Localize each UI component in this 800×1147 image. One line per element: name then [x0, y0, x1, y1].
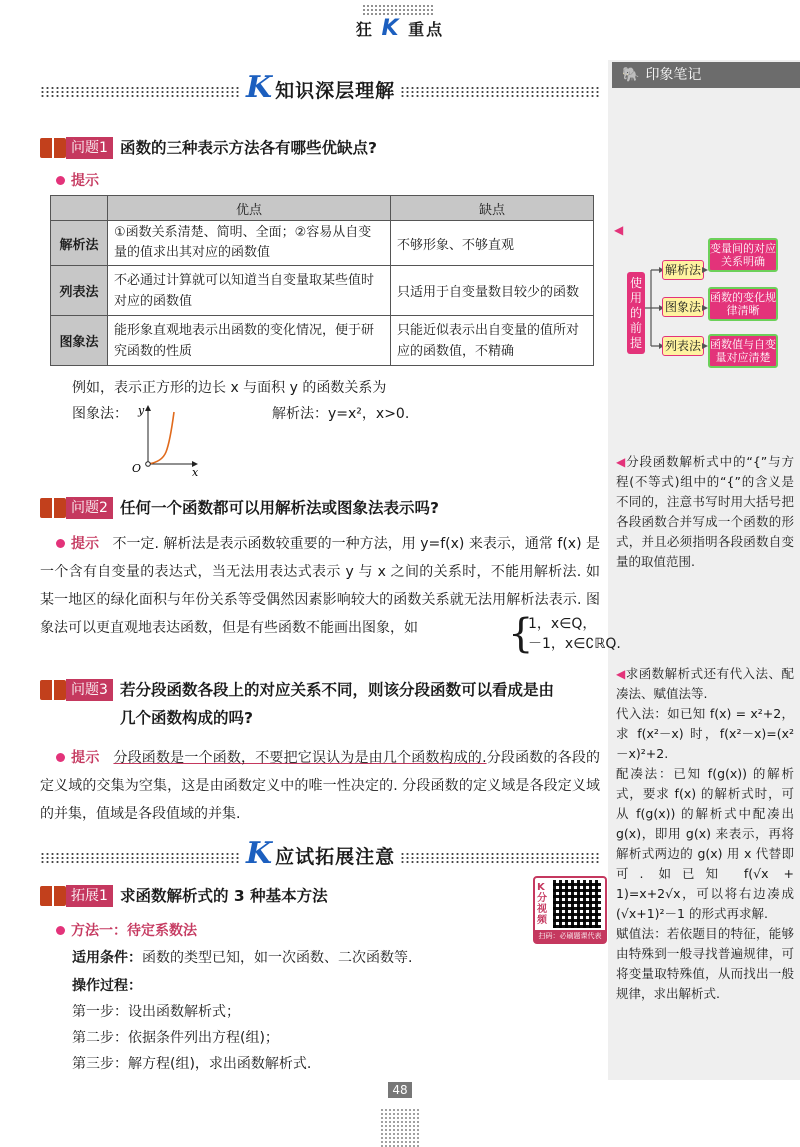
process-label: 操作过程： [72, 978, 142, 994]
hint-label: 提示 [56, 750, 100, 766]
extension-label: 拓展1 [66, 885, 113, 907]
mindmap-note: 函数值与自变量对应清楚 [708, 334, 778, 368]
step-1: 第一步：设出函数解析式； [72, 1004, 240, 1020]
pointer-triangle-icon: ◀ [616, 667, 626, 681]
example-text: 例如，表示正方形的边长 x 与面积 y 的函数关系为 [72, 380, 387, 396]
book-icon [40, 498, 66, 518]
analytic-method-label: 解析法：y=x²，x>0. [272, 406, 410, 422]
section-title: K知识深层理解 [246, 70, 396, 105]
graph-method-label: 图象法： [72, 406, 128, 422]
y-axis-arrow [145, 405, 151, 411]
sidebar-header: 🐘 印象笔记 [612, 62, 800, 88]
parabola-graph [128, 402, 200, 476]
qr-caption: 扫码：必刷题课代表 [535, 930, 605, 942]
question-label: 问题3 [66, 679, 113, 701]
elephant-icon: 🐘 [622, 67, 640, 83]
book-icon [40, 680, 66, 700]
book-icon [40, 886, 66, 906]
question-text: 任何一个函数都可以用解析法或图象法表示吗? [120, 499, 439, 517]
q2-answer: 提示 不一定. 解析法是表示函数较重要的一种方法，用 y=f(x) 来表示，通常 f(x) 是一个含有自变量的表达式，当无法用表达式表示 y 与 x 之间的关系时，不能用解析法. 如某一地区的绿化面积与年份关系等受偶然因素影响较大的函数关系就无法用解析法表示. 图象法可以更直观地表达函数，但是有些函数不能画出图象，如 [40, 536, 600, 636]
method-dot-icon [56, 926, 65, 935]
book-icon [40, 138, 66, 158]
pointer-triangle-icon: ◀ [614, 223, 624, 237]
hint-dot-icon [56, 753, 65, 762]
step-3: 第三步：解方程(组)，求出函数解析式. [72, 1056, 312, 1072]
origin-hollow-point [146, 462, 151, 467]
sidebar-note-piecewise: ◀分段函数解析式中的“{”与方程(不等式)组中的“{”的含义是不同的，注意书写时用大括号把各段函数合并写成一个函数的形式，并且必须指明各段函数自变量的取值范围. [616, 454, 794, 569]
section-divider-left [40, 852, 240, 864]
applicable-conditions: 适用条件：函数的类型已知，如一次函数、二次函数等. [72, 950, 413, 966]
piecewise-function: { 1，x∈Q， －1，x∈∁ℝQ. [508, 611, 621, 657]
page-number: 48 [388, 1082, 412, 1098]
hint-dot-icon [56, 539, 65, 548]
qr-label: K分视频 [537, 882, 547, 926]
brand-title: 狂 K 重点 [355, 16, 445, 41]
mindmap-method: 解析法 [662, 260, 704, 280]
mindmap-method: 列表法 [662, 336, 704, 356]
mindmap-note: 变量间的对应关系明确 [708, 238, 778, 272]
q3-answer: 提示 分段函数是一个函数，不要把它误认为是由几个函数构成的.分段函数的各段的定义域的交集为空集，这是由函数定义中的唯一性决定的. 分段函数的定义域是各段定义域的并集，值域是各段值域的并集. [40, 750, 600, 822]
hint-dot-icon [56, 176, 65, 185]
x-axis-label: x [192, 466, 199, 476]
curve-y-equals-x-squared [148, 412, 174, 464]
section-divider-left [40, 86, 240, 98]
question-label: 问题2 [66, 497, 113, 519]
question-label: 问题1 [66, 137, 113, 159]
mindmap-root: 使用的前提 [627, 272, 645, 354]
table-row: 列表法 不必通过计算就可以知道当自变量取某些值时对应的函数值 只适用于自变量数目较少的函数 [51, 266, 594, 316]
section-divider-right [400, 86, 600, 98]
question-text-line2: 几个函数构成的吗? [120, 709, 253, 727]
origin-label: O [132, 462, 142, 475]
extension-text: 求函数解析式的 3 种基本方法 [120, 887, 328, 905]
brace-glyph: { [508, 611, 534, 657]
table-header-row: 优点 缺点 [51, 196, 594, 221]
comparison-table [50, 195, 594, 366]
hint-label: 提示 [56, 536, 99, 552]
method-title: 方法一：待定系数法 [56, 920, 197, 940]
y-axis-label: y [138, 404, 145, 417]
qr-code[interactable] [553, 880, 601, 928]
question-text: 若分段函数各段上的对应关系不同，则该分段函数可以看成是由 [120, 681, 555, 699]
sidebar-note-methods: ◀求函数解析式还有代入法、配凑法、赋值法等. 代入法：如已知 f(x) = x²+2，求 f(x²－x) 时，f(x²－x)=(x²－x)²+2. 配凑法：已知 f(g(x)) 的解析式，要求 f(x) 的解析式时，可从 f(g(x)) 的解析式中配凑出 g(x)，即用 g(x) 来表示，再将解析式两边的 g(x) 用 x 代替即可. 如已知 f(√x + 1)=x+2√x，可以将右边凑成 (√x+1)²－1 的形式再求解. 赋值法：若依题目的特征，能够由特殊到一般寻找普遍规律，可将变量取特殊值，从而找出一般规律，求出解析式. [616, 666, 794, 1001]
mindmap-note: 函数的变化规律清晰 [708, 287, 778, 321]
video-qr-box[interactable] [533, 876, 607, 944]
header-dot-pattern [362, 4, 434, 16]
section-divider-right [400, 852, 600, 864]
step-2: 第二步：依据条件列出方程(组)； [72, 1030, 279, 1046]
table-row: 图象法 能形象直观地表示出函数的变化情况，便于研究函数的性质 只能近似表示出自变量的值所对应的函数值，不精确 [51, 316, 594, 366]
table-row: 解析法 ①函数关系清楚、简明、全面；②容易从自变量的值求出其对应的函数值 不够形象、不够直观 [51, 221, 594, 266]
hint-label: 提示 [56, 170, 99, 190]
section-title: K应试拓展注意 [246, 836, 396, 871]
question-text: 函数的三种表示方法各有哪些优缺点? [120, 139, 377, 157]
footer-dot-pattern [380, 1108, 420, 1147]
pointer-triangle-icon: ◀ [616, 455, 627, 469]
mindmap-method: 图象法 [662, 297, 704, 317]
